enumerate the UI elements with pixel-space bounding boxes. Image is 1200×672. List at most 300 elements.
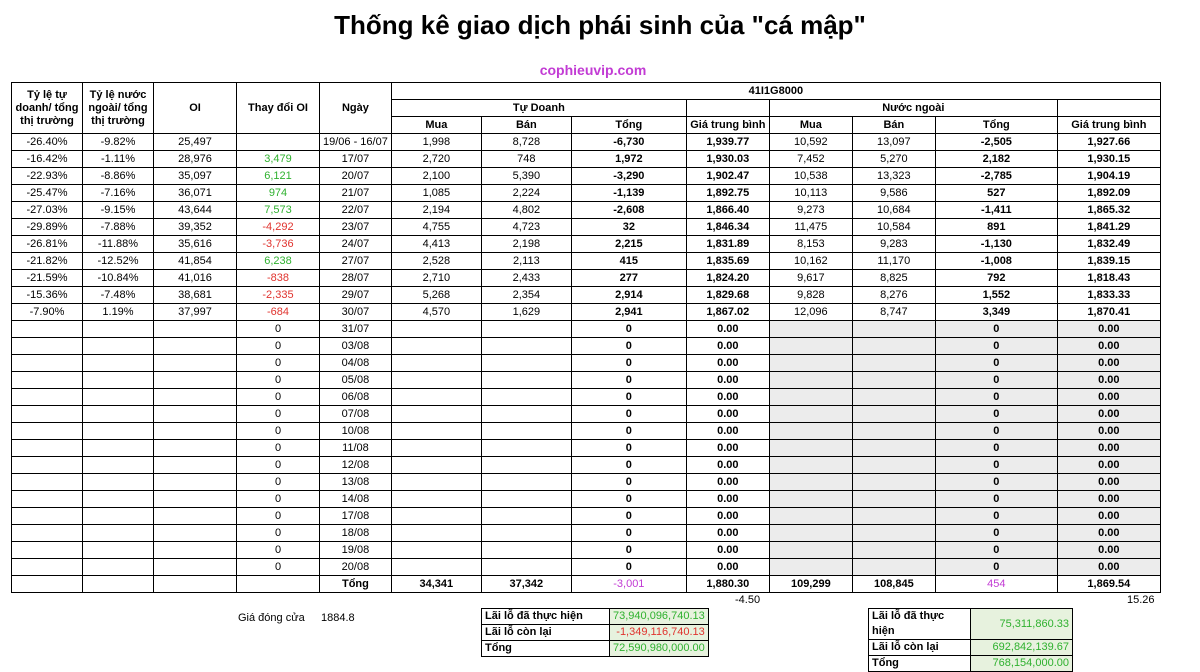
cell-ty-le-tu-doanh: -27.03% — [12, 202, 83, 219]
header-tu-doanh: Tự Doanh — [391, 100, 686, 117]
cell-ban-nuoc-ngoai: 8,747 — [852, 304, 935, 321]
cell-gia-tb-tu-doanh: 0.00 — [686, 406, 769, 423]
cell-oi — [154, 491, 237, 508]
cell-tong-tu-doanh: 2,941 — [571, 304, 686, 321]
cell-tong-nuoc-ngoai: 0 — [935, 474, 1057, 491]
cell-ban-nuoc-ngoai — [852, 508, 935, 525]
cell-mua-tu-doanh: 1,085 — [391, 185, 481, 202]
pnl-row — [482, 641, 709, 657]
pnl-value: 73,940,096,740.13 — [610, 609, 709, 625]
cell-ty-le-tu-doanh: -21.82% — [12, 253, 83, 270]
cell-gia-tb-tu-doanh: 1,829.68 — [686, 287, 769, 304]
cell-ban-nuoc-ngoai — [852, 321, 935, 338]
cell-ban-nuoc-ngoai: 9,586 — [852, 185, 935, 202]
header-contract: 41I1G8000 — [391, 83, 1160, 100]
cell-mua-tu-doanh: 4,413 — [391, 236, 481, 253]
pnl-row — [869, 609, 1073, 640]
cell-ty-le-tu-doanh — [12, 355, 83, 372]
header-gia-tb-nuoc-ngoai: Giá trung bình — [1057, 117, 1160, 134]
cell-gia-tb-tu-doanh: 0.00 — [686, 423, 769, 440]
cell-gia-tb-nuoc-ngoai: 1,839.15 — [1057, 253, 1160, 270]
cell-gia-tb-tu-doanh: 0.00 — [686, 491, 769, 508]
cell-ban-tu-doanh — [481, 423, 571, 440]
table-row — [12, 508, 1161, 525]
cell-ban-nuoc-ngoai — [852, 423, 935, 440]
cell-mua-nuoc-ngoai — [769, 338, 852, 355]
total-ban-tu-doanh: 37,342 — [481, 576, 571, 593]
cell-ngay: 04/08 — [320, 355, 392, 372]
cell-gia-tb-nuoc-ngoai: 1,892.09 — [1057, 185, 1160, 202]
cell-tong-nuoc-ngoai: 0 — [935, 440, 1057, 457]
cell-ty-le-nuoc-ngoai — [83, 474, 154, 491]
cell-tong-nuoc-ngoai: 0 — [935, 457, 1057, 474]
cell-oi — [154, 440, 237, 457]
table-row — [12, 134, 1161, 151]
cell-gia-tb-tu-doanh: 0.00 — [686, 372, 769, 389]
cell-ban-tu-doanh: 1,629 — [481, 304, 571, 321]
trading-table — [11, 82, 1161, 593]
cell-mua-tu-doanh — [391, 508, 481, 525]
cell-ban-tu-doanh — [481, 355, 571, 372]
cell-oi — [154, 525, 237, 542]
cell-mua-tu-doanh: 2,720 — [391, 151, 481, 168]
cell-mua-tu-doanh: 1,998 — [391, 134, 481, 151]
table-row — [12, 423, 1161, 440]
cell-gia-tb-tu-doanh: 1,867.02 — [686, 304, 769, 321]
cell-tong-nuoc-ngoai: 3,349 — [935, 304, 1057, 321]
cell-ban-nuoc-ngoai: 5,270 — [852, 151, 935, 168]
cell-thay-doi-oi: 0 — [237, 457, 320, 474]
cell-thay-doi-oi: -684 — [237, 304, 320, 321]
cell-ban-tu-doanh — [481, 525, 571, 542]
cell-ban-tu-doanh — [481, 542, 571, 559]
pnl-value: 75,311,860.33 — [971, 609, 1073, 640]
cell-gia-tb-tu-doanh: 1,824.20 — [686, 270, 769, 287]
cell-gia-tb-tu-doanh: 0.00 — [686, 542, 769, 559]
table-row — [12, 457, 1161, 474]
cell-tong-tu-doanh: -2,608 — [571, 202, 686, 219]
cell-gia-tb-tu-doanh: 0.00 — [686, 355, 769, 372]
cell-gia-tb-nuoc-ngoai: 0.00 — [1057, 440, 1160, 457]
cell-ty-le-tu-doanh: -25.47% — [12, 185, 83, 202]
cell-oi — [154, 508, 237, 525]
cell-gia-tb-nuoc-ngoai: 1,818.43 — [1057, 270, 1160, 287]
pnl-value: -1,349,116,740.13 — [610, 625, 709, 641]
cell-gia-tb-nuoc-ngoai: 1,870.41 — [1057, 304, 1160, 321]
table-row — [12, 270, 1161, 287]
cell-tong-nuoc-ngoai: -2,505 — [935, 134, 1057, 151]
header-blank — [686, 100, 769, 117]
cell-tong-tu-doanh: 277 — [571, 270, 686, 287]
cell-tong-nuoc-ngoai: 527 — [935, 185, 1057, 202]
header-ban-tu-doanh: Bán — [481, 117, 571, 134]
cell-mua-tu-doanh — [391, 474, 481, 491]
total-ban-nuoc-ngoai: 108,845 — [852, 576, 935, 593]
cell-tong-tu-doanh: 0 — [571, 542, 686, 559]
cell-ban-tu-doanh: 5,390 — [481, 168, 571, 185]
cell-ban-nuoc-ngoai — [852, 338, 935, 355]
cell-ban-nuoc-ngoai — [852, 542, 935, 559]
cell-gia-tb-nuoc-ngoai: 0.00 — [1057, 474, 1160, 491]
cell-ngay: 05/08 — [320, 372, 392, 389]
nuoc-ngoai-diff: 15.26 — [1127, 594, 1155, 606]
cell-thay-doi-oi: 0 — [237, 440, 320, 457]
cell-tong-tu-doanh: -6,730 — [571, 134, 686, 151]
cell-mua-nuoc-ngoai — [769, 406, 852, 423]
cell-tong-tu-doanh: 0 — [571, 457, 686, 474]
cell-ty-le-nuoc-ngoai — [83, 559, 154, 576]
cell-mua-nuoc-ngoai: 10,592 — [769, 134, 852, 151]
cell-tong-nuoc-ngoai: 0 — [935, 406, 1057, 423]
cell-mua-nuoc-ngoai — [769, 321, 852, 338]
cell-oi — [154, 389, 237, 406]
table-row — [12, 287, 1161, 304]
cell-ngay: 30/07 — [320, 304, 392, 321]
cell-ty-le-tu-doanh: -21.59% — [12, 270, 83, 287]
cell-gia-tb-tu-doanh: 0.00 — [686, 457, 769, 474]
cell-tong-tu-doanh: -1,139 — [571, 185, 686, 202]
cell-mua-nuoc-ngoai: 10,162 — [769, 253, 852, 270]
cell-mua-nuoc-ngoai — [769, 372, 852, 389]
cell-gia-tb-nuoc-ngoai: 0.00 — [1057, 406, 1160, 423]
pnl-label: Lãi lỗ còn lại — [869, 640, 971, 656]
cell-thay-doi-oi: 0 — [237, 423, 320, 440]
cell-ty-le-tu-doanh — [12, 389, 83, 406]
cell-tong-nuoc-ngoai: 0 — [935, 508, 1057, 525]
cell-mua-nuoc-ngoai: 9,828 — [769, 287, 852, 304]
cell-ngay: 12/08 — [320, 457, 392, 474]
cell-ban-tu-doanh — [481, 338, 571, 355]
cell-mua-tu-doanh — [391, 525, 481, 542]
cell-ngay: 31/07 — [320, 321, 392, 338]
cell-ty-le-nuoc-ngoai — [83, 423, 154, 440]
cell-mua-tu-doanh: 4,755 — [391, 219, 481, 236]
table-row — [12, 440, 1161, 457]
cell-ban-tu-doanh: 2,198 — [481, 236, 571, 253]
cell-ty-le-nuoc-ngoai — [83, 440, 154, 457]
cell-gia-tb-nuoc-ngoai: 1,904.19 — [1057, 168, 1160, 185]
cell-oi — [154, 321, 237, 338]
cell-mua-nuoc-ngoai — [769, 542, 852, 559]
cell-mua-nuoc-ngoai — [769, 355, 852, 372]
cell-oi — [154, 474, 237, 491]
cell-ban-tu-doanh — [481, 457, 571, 474]
cell-ty-le-nuoc-ngoai — [83, 355, 154, 372]
cell-ty-le-nuoc-ngoai — [83, 542, 154, 559]
pnl-row — [869, 640, 1073, 656]
cell-gia-tb-nuoc-ngoai: 0.00 — [1057, 491, 1160, 508]
cell-gia-tb-tu-doanh: 0.00 — [686, 389, 769, 406]
cell-mua-nuoc-ngoai — [769, 457, 852, 474]
table-row — [12, 253, 1161, 270]
cell-mua-nuoc-ngoai — [769, 389, 852, 406]
header-mua-nuoc-ngoai: Mua — [769, 117, 852, 134]
table-row — [12, 168, 1161, 185]
cell-ngay: 22/07 — [320, 202, 392, 219]
cell-ngay: 10/08 — [320, 423, 392, 440]
cell-mua-tu-doanh — [391, 406, 481, 423]
cell-tong-nuoc-ngoai: 0 — [935, 321, 1057, 338]
cell-ty-le-nuoc-ngoai — [83, 372, 154, 389]
pnl-label: Lãi lỗ đã thực hiện — [482, 609, 610, 625]
total-gia-tb-nuoc-ngoai: 1,869.54 — [1057, 576, 1160, 593]
cell-tong-nuoc-ngoai: 0 — [935, 338, 1057, 355]
cell-ty-le-nuoc-ngoai: 1.19% — [83, 304, 154, 321]
header-tong-tu-doanh: Tổng — [571, 117, 686, 134]
cell-oi — [154, 457, 237, 474]
cell-tong-tu-doanh: 0 — [571, 440, 686, 457]
cell-tong-tu-doanh: 0 — [571, 559, 686, 576]
cell-mua-nuoc-ngoai: 10,538 — [769, 168, 852, 185]
cell-mua-nuoc-ngoai — [769, 474, 852, 491]
header-ngay: Ngày — [320, 83, 392, 134]
cell-oi — [154, 423, 237, 440]
cell-tong-nuoc-ngoai: 0 — [935, 525, 1057, 542]
cell-oi: 25,497 — [154, 134, 237, 151]
cell-gia-tb-tu-doanh: 1,866.40 — [686, 202, 769, 219]
cell-mua-tu-doanh — [391, 389, 481, 406]
cell-tong-nuoc-ngoai: 0 — [935, 542, 1057, 559]
cell-ngay: 24/07 — [320, 236, 392, 253]
header-nuoc-ngoai: Nước ngoài — [769, 100, 1057, 117]
pnl-tu-doanh-table — [481, 608, 709, 657]
table-row — [12, 202, 1161, 219]
cell-mua-tu-doanh — [391, 457, 481, 474]
page-title: Thống kê giao dịch phái sinh của "cá mập" — [334, 10, 866, 40]
header-mua-tu-doanh: Mua — [391, 117, 481, 134]
cell-ban-tu-doanh — [481, 440, 571, 457]
pnl-value: 72,590,980,000.00 — [610, 641, 709, 657]
cell-ngay: 20/07 — [320, 168, 392, 185]
cell-thay-doi-oi: 0 — [237, 542, 320, 559]
cell-oi: 41,016 — [154, 270, 237, 287]
header-gia-tb-tu-doanh: Giá trung bình — [686, 117, 769, 134]
cell-ngay: 28/07 — [320, 270, 392, 287]
cell-gia-tb-tu-doanh: 1,939.77 — [686, 134, 769, 151]
cell-ngay: 19/08 — [320, 542, 392, 559]
cell-ban-tu-doanh: 4,723 — [481, 219, 571, 236]
cell-ban-tu-doanh — [481, 372, 571, 389]
cell-gia-tb-tu-doanh: 0.00 — [686, 338, 769, 355]
cell-tong-nuoc-ngoai: 0 — [935, 491, 1057, 508]
totals-row — [12, 576, 1161, 593]
cell-ty-le-tu-doanh — [12, 440, 83, 457]
cell-tong-nuoc-ngoai: 0 — [935, 559, 1057, 576]
header-blank — [1057, 100, 1160, 117]
cell-tong-tu-doanh: 2,914 — [571, 287, 686, 304]
table-row — [12, 321, 1161, 338]
cell-gia-tb-tu-doanh: 0.00 — [686, 559, 769, 576]
empty-cell — [237, 576, 320, 593]
cell-ty-le-tu-doanh — [12, 457, 83, 474]
cell-thay-doi-oi: 0 — [237, 389, 320, 406]
tu-doanh-diff: -4.50 — [735, 594, 761, 606]
cell-oi: 43,644 — [154, 202, 237, 219]
cell-mua-nuoc-ngoai — [769, 559, 852, 576]
cell-tong-tu-doanh: 0 — [571, 474, 686, 491]
cell-ban-nuoc-ngoai: 13,323 — [852, 168, 935, 185]
cell-ty-le-nuoc-ngoai — [83, 389, 154, 406]
cell-tong-tu-doanh: 0 — [571, 508, 686, 525]
cell-ban-nuoc-ngoai: 8,276 — [852, 287, 935, 304]
cell-ban-tu-doanh — [481, 559, 571, 576]
cell-thay-doi-oi: -838 — [237, 270, 320, 287]
cell-ty-le-nuoc-ngoai: -10.84% — [83, 270, 154, 287]
close-price-label: Giá đóng cửa — [238, 612, 305, 624]
cell-ban-tu-doanh — [481, 321, 571, 338]
cell-tong-nuoc-ngoai: 2,182 — [935, 151, 1057, 168]
total-tong-nuoc-ngoai: 454 — [935, 576, 1057, 593]
cell-thay-doi-oi: 974 — [237, 185, 320, 202]
cell-ty-le-tu-doanh — [12, 406, 83, 423]
cell-ty-le-nuoc-ngoai: -12.52% — [83, 253, 154, 270]
cell-ty-le-nuoc-ngoai — [83, 491, 154, 508]
cell-gia-tb-tu-doanh: 1,831.89 — [686, 236, 769, 253]
cell-thay-doi-oi: -2,335 — [237, 287, 320, 304]
cell-ban-tu-doanh — [481, 389, 571, 406]
cell-oi — [154, 355, 237, 372]
pnl-label: Lãi lỗ đã thực hiện — [869, 609, 971, 640]
total-mua-tu-doanh: 34,341 — [391, 576, 481, 593]
cell-gia-tb-tu-doanh: 1,930.03 — [686, 151, 769, 168]
cell-ban-nuoc-ngoai: 10,584 — [852, 219, 935, 236]
table-row — [12, 389, 1161, 406]
cell-ngay: 06/08 — [320, 389, 392, 406]
cell-ban-nuoc-ngoai — [852, 474, 935, 491]
cell-ty-le-nuoc-ngoai — [83, 406, 154, 423]
cell-ty-le-nuoc-ngoai: -1.11% — [83, 151, 154, 168]
cell-ty-le-tu-doanh: -7.90% — [12, 304, 83, 321]
cell-ty-le-nuoc-ngoai: -9.82% — [83, 134, 154, 151]
pnl-label: Tổng — [482, 641, 610, 657]
cell-ty-le-tu-doanh: -22.93% — [12, 168, 83, 185]
cell-ty-le-tu-doanh — [12, 321, 83, 338]
cell-ban-tu-doanh: 748 — [481, 151, 571, 168]
cell-tong-nuoc-ngoai: -1,411 — [935, 202, 1057, 219]
cell-ban-tu-doanh — [481, 491, 571, 508]
cell-thay-doi-oi: 0 — [237, 338, 320, 355]
cell-tong-nuoc-ngoai: 0 — [935, 423, 1057, 440]
cell-mua-tu-doanh: 2,100 — [391, 168, 481, 185]
cell-tong-tu-doanh: 0 — [571, 406, 686, 423]
table-row — [12, 355, 1161, 372]
cell-ty-le-tu-doanh: -15.36% — [12, 287, 83, 304]
cell-gia-tb-nuoc-ngoai: 0.00 — [1057, 389, 1160, 406]
cell-mua-nuoc-ngoai — [769, 525, 852, 542]
table-row — [12, 151, 1161, 168]
cell-tong-nuoc-ngoai: -1,008 — [935, 253, 1057, 270]
cell-gia-tb-tu-doanh: 1,835.69 — [686, 253, 769, 270]
pnl-label: Lãi lỗ còn lại — [482, 625, 610, 641]
cell-tong-nuoc-ngoai: 0 — [935, 389, 1057, 406]
cell-thay-doi-oi: 0 — [237, 355, 320, 372]
cell-gia-tb-nuoc-ngoai: 1,930.15 — [1057, 151, 1160, 168]
cell-thay-doi-oi: 6,121 — [237, 168, 320, 185]
cell-tong-nuoc-ngoai: 0 — [935, 355, 1057, 372]
cell-ban-tu-doanh — [481, 508, 571, 525]
cell-mua-nuoc-ngoai — [769, 423, 852, 440]
cell-ty-le-nuoc-ngoai — [83, 338, 154, 355]
site-link[interactable]: cophieuvip.com — [539, 62, 647, 78]
cell-thay-doi-oi: 0 — [237, 474, 320, 491]
cell-thay-doi-oi: 0 — [237, 321, 320, 338]
cell-gia-tb-tu-doanh: 0.00 — [686, 321, 769, 338]
cell-thay-doi-oi: 3,479 — [237, 151, 320, 168]
cell-ty-le-tu-doanh — [12, 338, 83, 355]
cell-ban-tu-doanh: 2,113 — [481, 253, 571, 270]
cell-gia-tb-nuoc-ngoai: 0.00 — [1057, 423, 1160, 440]
cell-ban-tu-doanh — [481, 474, 571, 491]
cell-ty-le-tu-doanh: -26.81% — [12, 236, 83, 253]
cell-oi: 41,854 — [154, 253, 237, 270]
total-tong-tu-doanh: -3,001 — [571, 576, 686, 593]
cell-gia-tb-tu-doanh: 1,846.34 — [686, 219, 769, 236]
cell-tong-tu-doanh: 0 — [571, 372, 686, 389]
table-row — [12, 236, 1161, 253]
cell-oi: 36,071 — [154, 185, 237, 202]
cell-ngay: 27/07 — [320, 253, 392, 270]
cell-oi: 39,352 — [154, 219, 237, 236]
cell-mua-tu-doanh — [391, 559, 481, 576]
cell-thay-doi-oi: -4,292 — [237, 219, 320, 236]
cell-thay-doi-oi: 0 — [237, 559, 320, 576]
pnl-row — [482, 609, 709, 625]
cell-ban-nuoc-ngoai — [852, 491, 935, 508]
cell-ban-nuoc-ngoai — [852, 372, 935, 389]
cell-gia-tb-tu-doanh: 0.00 — [686, 440, 769, 457]
cell-gia-tb-nuoc-ngoai: 1,832.49 — [1057, 236, 1160, 253]
cell-thay-doi-oi: 0 — [237, 372, 320, 389]
cell-tong-tu-doanh: 0 — [571, 338, 686, 355]
cell-tong-tu-doanh: 0 — [571, 491, 686, 508]
cell-mua-tu-doanh — [391, 338, 481, 355]
cell-mua-tu-doanh — [391, 542, 481, 559]
cell-ban-nuoc-ngoai — [852, 406, 935, 423]
total-mua-nuoc-ngoai: 109,299 — [769, 576, 852, 593]
cell-gia-tb-tu-doanh: 0.00 — [686, 474, 769, 491]
cell-ty-le-tu-doanh — [12, 525, 83, 542]
cell-ty-le-tu-doanh — [12, 559, 83, 576]
cell-gia-tb-nuoc-ngoai: 0.00 — [1057, 338, 1160, 355]
cell-mua-nuoc-ngoai — [769, 440, 852, 457]
cell-mua-tu-doanh: 5,268 — [391, 287, 481, 304]
cell-ngay: 23/07 — [320, 219, 392, 236]
cell-gia-tb-tu-doanh: 0.00 — [686, 525, 769, 542]
cell-mua-tu-doanh — [391, 355, 481, 372]
pnl-label: Tổng — [869, 656, 971, 672]
cell-tong-tu-doanh: 32 — [571, 219, 686, 236]
cell-gia-tb-nuoc-ngoai: 0.00 — [1057, 542, 1160, 559]
cell-ty-le-nuoc-ngoai: -7.16% — [83, 185, 154, 202]
cell-ban-tu-doanh: 2,433 — [481, 270, 571, 287]
table-row — [12, 185, 1161, 202]
cell-tong-tu-doanh: 0 — [571, 355, 686, 372]
pnl-value: 768,154,000.00 — [971, 656, 1073, 672]
cell-ban-nuoc-ngoai — [852, 525, 935, 542]
cell-gia-tb-tu-doanh: 0.00 — [686, 508, 769, 525]
cell-oi: 35,097 — [154, 168, 237, 185]
cell-ngay: 29/07 — [320, 287, 392, 304]
cell-mua-nuoc-ngoai: 7,452 — [769, 151, 852, 168]
cell-ty-le-nuoc-ngoai: -11.88% — [83, 236, 154, 253]
cell-gia-tb-nuoc-ngoai: 0.00 — [1057, 457, 1160, 474]
close-price-value: 1884.8 — [321, 612, 355, 624]
cell-thay-doi-oi: 0 — [237, 525, 320, 542]
cell-mua-tu-doanh: 2,710 — [391, 270, 481, 287]
table-row — [12, 372, 1161, 389]
cell-mua-tu-doanh: 4,570 — [391, 304, 481, 321]
header-ty-le-tu-doanh: Tỷ lệ tự doanh/ tổng thị trường — [12, 83, 83, 134]
